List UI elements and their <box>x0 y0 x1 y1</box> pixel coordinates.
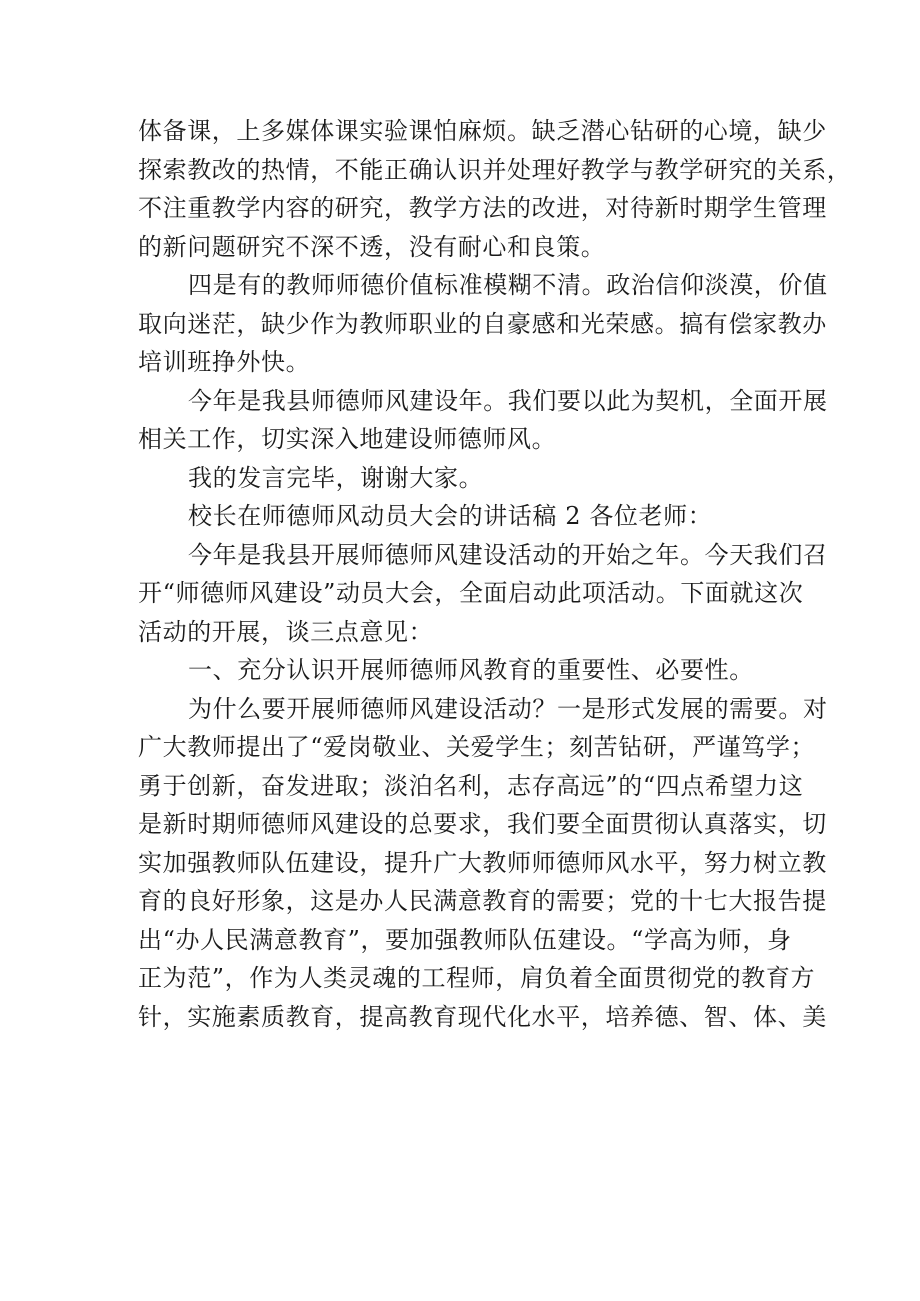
text-line: 的新问题研究不深不透，没有耐心和良策。 <box>138 232 606 261</box>
text-line: 育的良好形象，这是办人民满意教育的需要；党的十七大报告提 <box>138 887 827 915</box>
text-line: 不注重教学内容的研究，教学方法的改进，对待新时期学生管理 <box>138 194 827 222</box>
text-line: 为什么要开展师德师风建设活动？一是形式发展的需要。对 <box>188 694 828 723</box>
document-body <box>138 112 852 1036</box>
text-line: 今年是我县开展师德师风建设活动的开始之年。今天我们召 <box>188 540 828 569</box>
text-line: 勇于创新，奋发进取；淡泊名利，志存高远”的“四点希望力这 <box>138 771 804 800</box>
text-line: 是新时期师德师风建设的总要求，我们要全面贯彻认真落实，切 <box>138 810 827 838</box>
text-line: 体备课，上多媒体课实验课怕麻烦。缺乏潜心钻研的心境，缺少 <box>138 117 827 145</box>
text-line: 四是有的教师师德价值标准模糊不清。政治信仰淡漠，价值 <box>188 271 828 299</box>
text-line: 相关工作，切实深入地建设师德师风。 <box>138 425 557 453</box>
text-line: 我的发言完毕，谢谢大家。 <box>188 463 484 492</box>
text-line: 培训班挣外快。 <box>138 348 311 376</box>
text-line: 校长在师德师风动员大会的讲话稿 2 各位老师： <box>188 502 713 530</box>
text-line: 正为范”，作为人类灵魂的工程师，肩负着全面贯彻党的教育方 <box>138 964 816 992</box>
text-line: 实加强教师队伍建设，提升广大教师师德师风水平，努力树立教 <box>138 848 827 877</box>
text-line: 一、充分认识开展师德师风教育的重要性、必要性。 <box>188 656 754 684</box>
text-line: 针，实施素质教育，提高教育现代化水平，培养德、智、体、美 <box>138 1002 827 1031</box>
text-line: 出“办人民满意教育”，要加强教师队伍建设。“学高为师，身 <box>138 925 792 954</box>
text-line: 今年是我县师德师风建设年。我们要以此为契机，全面开展 <box>188 386 828 415</box>
text-line: 广大教师提出了“爱岗敬业、关爱学生；刻苦钻研，严谨笃学； <box>138 733 816 761</box>
text-line: 探索教改的热情，不能正确认识并处理好教学与教学研究的关系， <box>138 155 852 184</box>
text-line: 取向迷茫，缺少作为教师职业的自豪感和光荣感。搞有偿家教办 <box>138 309 827 338</box>
text-line: 开“师德师风建设”动员大会，全面启动此项活动。下面就这次 <box>138 579 804 607</box>
text-line: 活动的开展，谈三点意见： <box>138 617 434 646</box>
